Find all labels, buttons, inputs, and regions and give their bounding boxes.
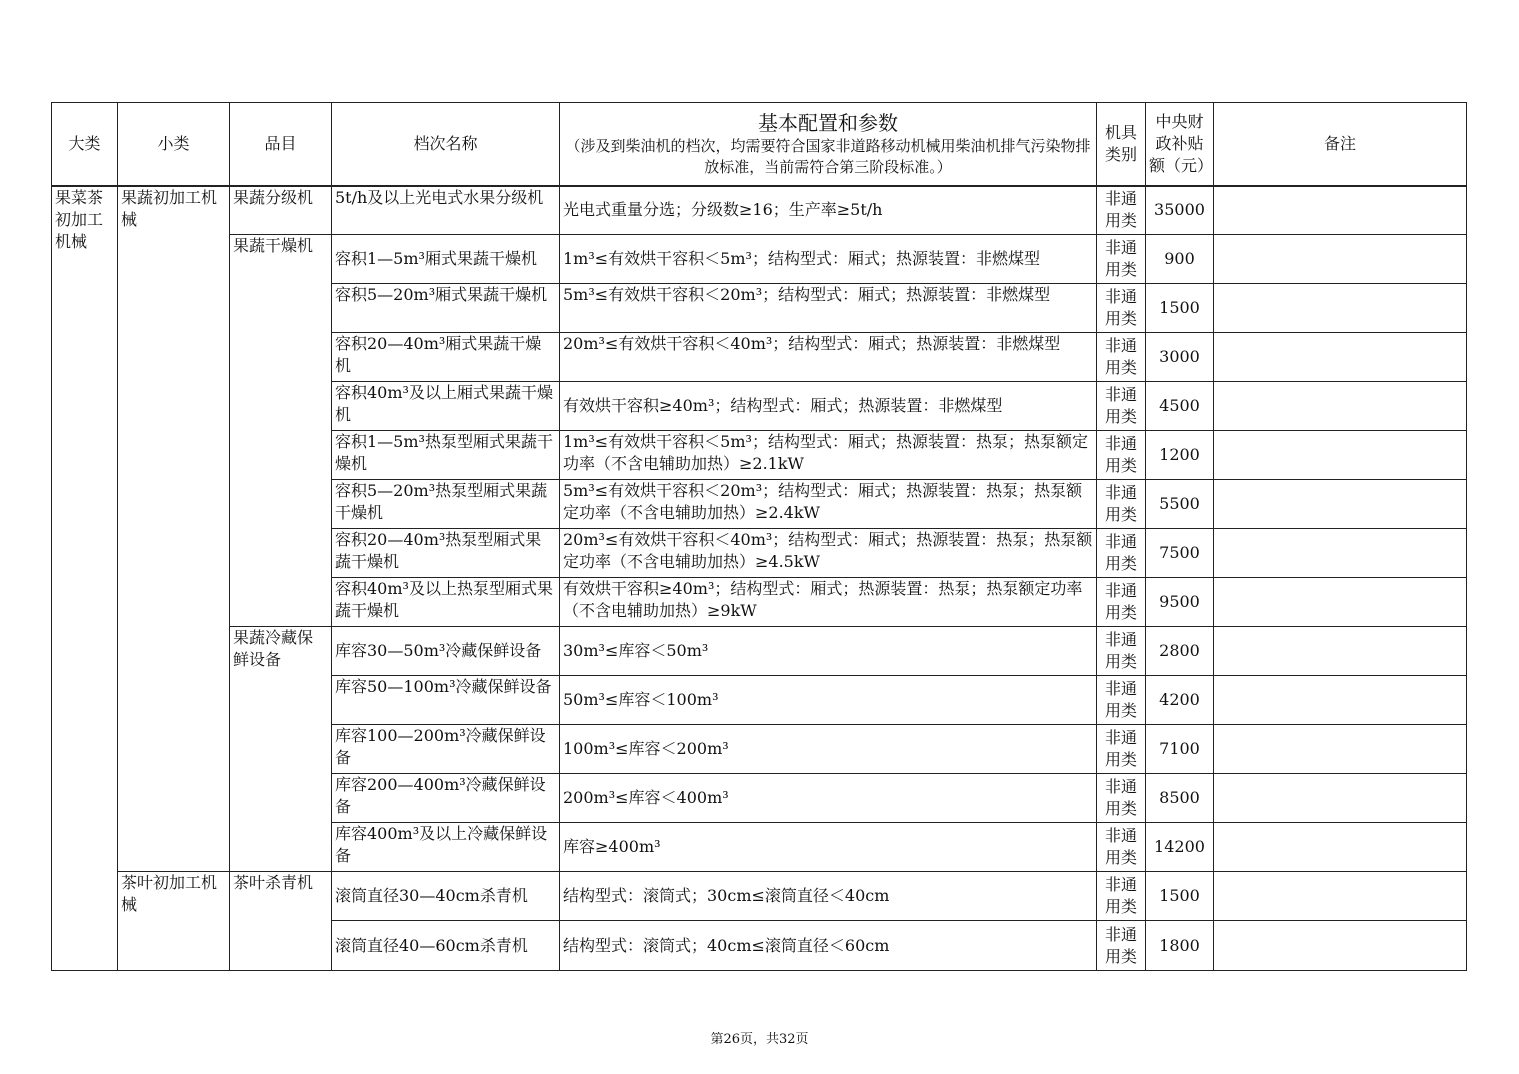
page-footer: 第26页，共32页 — [710, 1032, 809, 1047]
subsidy-amount: 4200 — [1146, 676, 1214, 725]
remark — [1214, 284, 1467, 333]
machine-type: 非通用类 — [1097, 529, 1146, 578]
grade-name: 容积40m³及以上厢式果蔬干燥机 — [332, 382, 560, 431]
header-remark: 备注 — [1214, 103, 1467, 186]
remark — [1214, 382, 1467, 431]
config-params: 1m³≤有效烘干容积＜5m³；结构型式：厢式；热源装置：热泵；热泵额定功率（不含电辅助加热）≥2.1kW — [560, 431, 1097, 480]
config-params: 20m³≤有效烘干容积＜40m³；结构型式：厢式；热源装置：非燃煤型 — [560, 333, 1097, 382]
remark — [1214, 725, 1467, 774]
grade-name: 容积1—5m³厢式果蔬干燥机 — [332, 235, 560, 284]
subsidy-amount: 5500 — [1146, 480, 1214, 529]
remark — [1214, 186, 1467, 235]
grade-name: 容积5—20m³厢式果蔬干燥机 — [332, 284, 560, 333]
grade-name: 库容200—400m³冷藏保鲜设备 — [332, 774, 560, 823]
subsidy-amount: 1200 — [1146, 431, 1214, 480]
remark — [1214, 872, 1467, 921]
header-major: 大类 — [52, 103, 118, 186]
machine-type: 非通用类 — [1097, 627, 1146, 676]
grade-name: 库容400m³及以上冷藏保鲜设备 — [332, 823, 560, 872]
remark — [1214, 627, 1467, 676]
remark — [1214, 774, 1467, 823]
config-params: 1m³≤有效烘干容积＜5m³；结构型式：厢式；热源装置：非燃煤型 — [560, 235, 1097, 284]
grade-name: 容积1—5m³热泵型厢式果蔬干燥机 — [332, 431, 560, 480]
item-category: 果蔬干燥机 — [230, 235, 332, 627]
subsidy-amount: 7500 — [1146, 529, 1214, 578]
grade-name: 5t/h及以上光电式水果分级机 — [332, 186, 560, 235]
header-type: 机具类别 — [1097, 103, 1146, 186]
machine-type: 非通用类 — [1097, 480, 1146, 529]
machine-type: 非通用类 — [1097, 676, 1146, 725]
config-params: 有效烘干容积≥40m³；结构型式：厢式；热源装置：热泵；热泵额定功率（不含电辅助加热）≥9kW — [560, 578, 1097, 627]
config-params: 结构型式：滚筒式；30cm≤滚筒直径＜40cm — [560, 872, 1097, 921]
remark — [1214, 529, 1467, 578]
remark — [1214, 823, 1467, 872]
config-params: 5m³≤有效烘干容积＜20m³；结构型式：厢式；热源装置：非燃煤型 — [560, 284, 1097, 333]
grade-name: 容积20—40m³厢式果蔬干燥机 — [332, 333, 560, 382]
grade-name: 库容100—200m³冷藏保鲜设备 — [332, 725, 560, 774]
config-params: 有效烘干容积≥40m³；结构型式：厢式；热源装置：非燃煤型 — [560, 382, 1097, 431]
header-grade: 档次名称 — [332, 103, 560, 186]
table-row — [52, 186, 1467, 235]
subsidy-amount: 4500 — [1146, 382, 1214, 431]
config-params: 光电式重量分选；分级数≥16；生产率≥5t/h — [560, 186, 1097, 235]
machine-type: 非通用类 — [1097, 235, 1146, 284]
machine-type: 非通用类 — [1097, 186, 1146, 235]
header-minor: 小类 — [118, 103, 230, 186]
grade-name: 容积20—40m³热泵型厢式果蔬干燥机 — [332, 529, 560, 578]
remark — [1214, 333, 1467, 382]
grade-name: 容积40m³及以上热泵型厢式果蔬干燥机 — [332, 578, 560, 627]
config-params: 200m³≤库容＜400m³ — [560, 774, 1097, 823]
header-subsidy: 中央财政补贴额（元） — [1146, 103, 1214, 186]
subsidy-amount: 8500 — [1146, 774, 1214, 823]
subsidy-amount: 1500 — [1146, 872, 1214, 921]
config-params: 100m³≤库容＜200m³ — [560, 725, 1097, 774]
machine-type: 非通用类 — [1097, 431, 1146, 480]
config-params: 结构型式：滚筒式；40cm≤滚筒直径＜60cm — [560, 921, 1097, 971]
remark — [1214, 431, 1467, 480]
machine-type: 非通用类 — [1097, 872, 1146, 921]
config-params: 20m³≤有效烘干容积＜40m³；结构型式：厢式；热源装置：热泵；热泵额定功率（不含电辅助加热）≥4.5kW — [560, 529, 1097, 578]
grade-name: 容积5—20m³热泵型厢式果蔬干燥机 — [332, 480, 560, 529]
machine-type: 非通用类 — [1097, 921, 1146, 971]
header-config-title: 基本配置和参数 — [758, 110, 898, 135]
header-config — [560, 103, 1097, 186]
subsidy-table — [51, 102, 1467, 971]
machine-type: 非通用类 — [1097, 284, 1146, 333]
table-row — [52, 235, 1467, 284]
machine-type: 非通用类 — [1097, 823, 1146, 872]
grade-name: 滚筒直径30—40cm杀青机 — [332, 872, 560, 921]
machine-type: 非通用类 — [1097, 725, 1146, 774]
grade-name: 库容50—100m³冷藏保鲜设备 — [332, 676, 560, 725]
subsidy-amount: 3000 — [1146, 333, 1214, 382]
remark — [1214, 578, 1467, 627]
header-row — [52, 103, 1467, 186]
machine-type: 非通用类 — [1097, 333, 1146, 382]
table-row — [52, 627, 1467, 676]
header-config-note: （涉及到柴油机的档次，均需要符合国家非道路移动机械用柴油机排气污染物排放标准，当前需符合第三阶段标准。） — [565, 136, 1091, 176]
item-category: 果蔬分级机 — [230, 186, 332, 235]
machine-type: 非通用类 — [1097, 578, 1146, 627]
major-category: 果菜茶初加工机械 — [52, 186, 118, 971]
config-params: 50m³≤库容＜100m³ — [560, 676, 1097, 725]
remark — [1214, 921, 1467, 971]
subsidy-amount: 9500 — [1146, 578, 1214, 627]
minor-category: 茶叶初加工机械 — [118, 872, 230, 971]
grade-name: 库容30—50m³冷藏保鲜设备 — [332, 627, 560, 676]
machine-type: 非通用类 — [1097, 774, 1146, 823]
config-params: 5m³≤有效烘干容积＜20m³；结构型式：厢式；热源装置：热泵；热泵额定功率（不含电辅助加热）≥2.4kW — [560, 480, 1097, 529]
item-category: 果蔬冷藏保鲜设备 — [230, 627, 332, 872]
table-row — [52, 872, 1467, 921]
grade-name: 滚筒直径40—60cm杀青机 — [332, 921, 560, 971]
remark — [1214, 235, 1467, 284]
minor-category: 果蔬初加工机械 — [118, 186, 230, 872]
config-params: 库容≥400m³ — [560, 823, 1097, 872]
machine-type: 非通用类 — [1097, 382, 1146, 431]
subsidy-amount: 35000 — [1146, 186, 1214, 235]
subsidy-amount: 14200 — [1146, 823, 1214, 872]
header-item: 品目 — [230, 103, 332, 186]
remark — [1214, 676, 1467, 725]
subsidy-amount: 2800 — [1146, 627, 1214, 676]
subsidy-amount: 1500 — [1146, 284, 1214, 333]
subsidy-amount: 900 — [1146, 235, 1214, 284]
subsidy-amount: 7100 — [1146, 725, 1214, 774]
subsidy-amount: 1800 — [1146, 921, 1214, 971]
remark — [1214, 480, 1467, 529]
config-params: 30m³≤库容＜50m³ — [560, 627, 1097, 676]
item-category: 茶叶杀青机 — [230, 872, 332, 971]
